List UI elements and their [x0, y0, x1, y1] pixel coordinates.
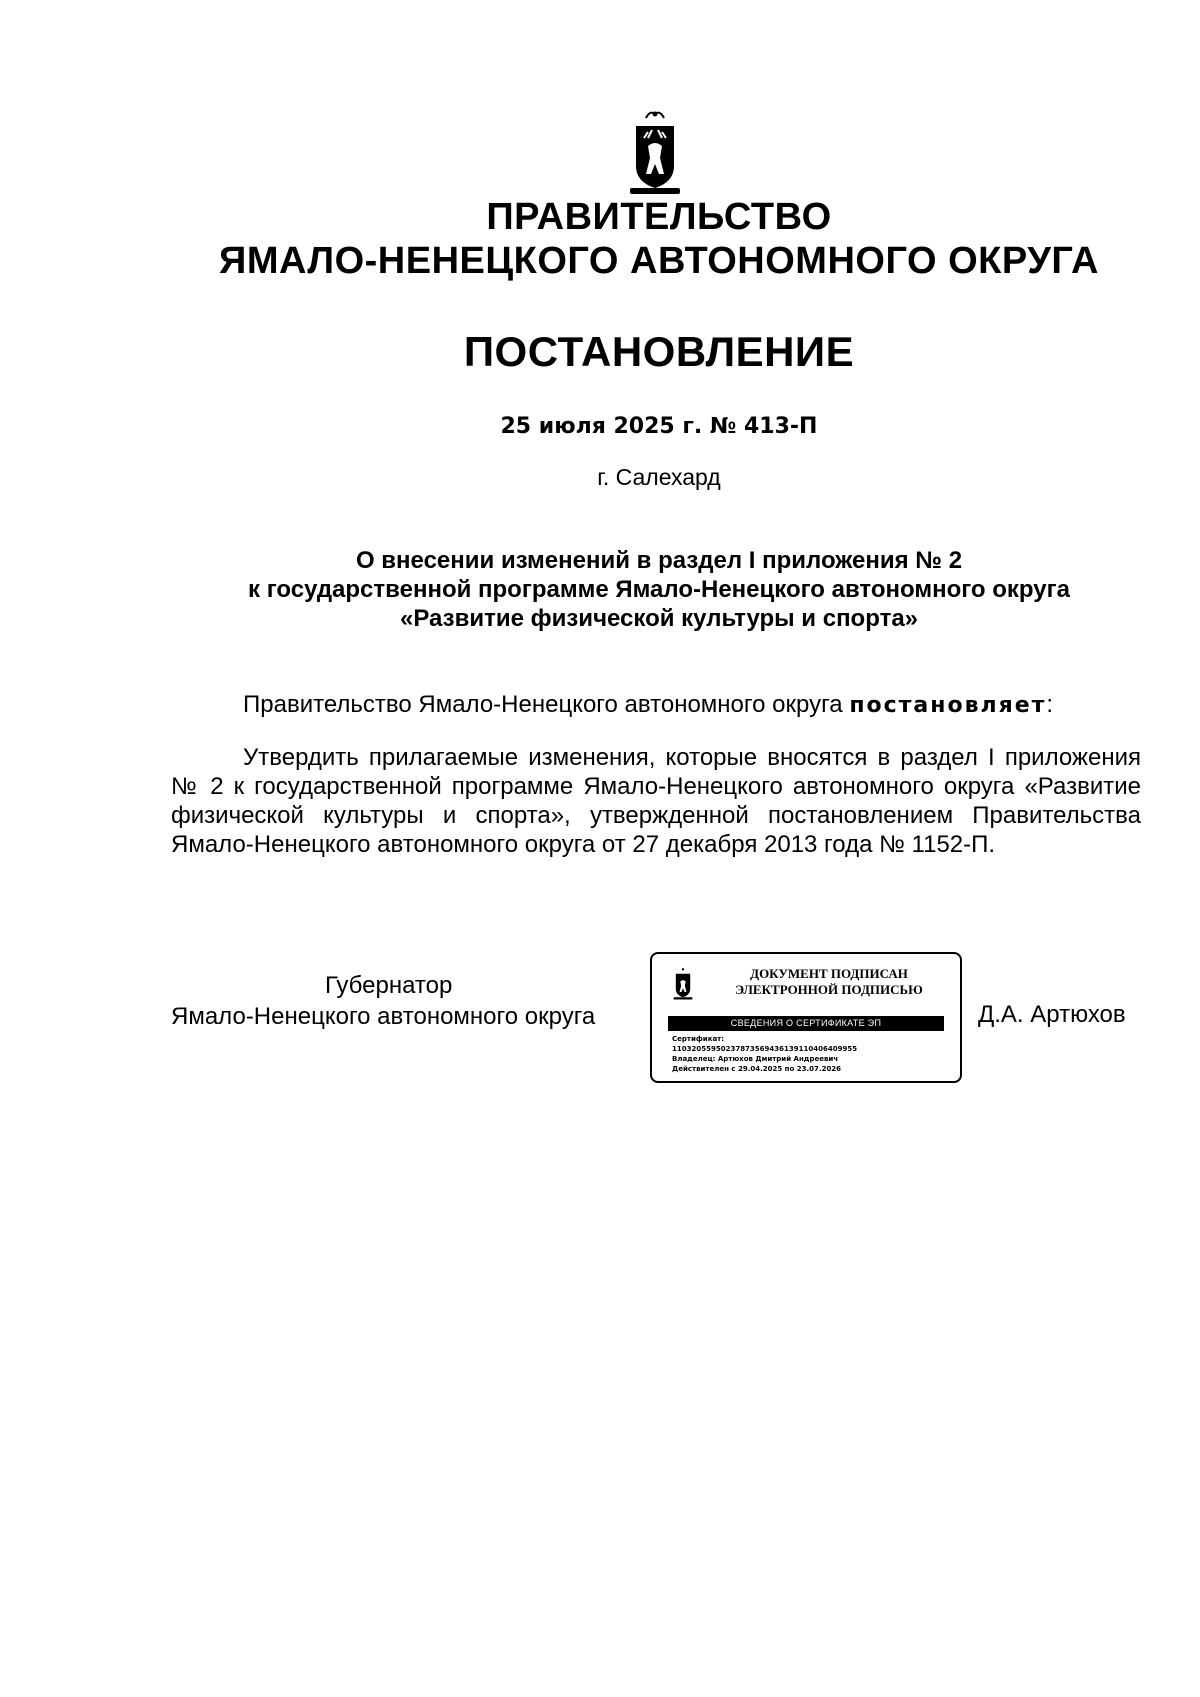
government-title: ПРАВИТЕЛЬСТВО: [486, 196, 832, 238]
document-subject: [190, 546, 1128, 633]
coat-of-arms-icon: [626, 108, 684, 198]
paragraph-text: :: [1046, 691, 1054, 718]
subject-line: О внесении изменений в раздел I приложения № 2: [355, 547, 963, 574]
certificate-details: [672, 1034, 952, 1074]
certificate-owner: Владелец: Артюхов Дмитрий Андреевич: [672, 1055, 839, 1063]
signatory-name: Д.А. Артюхов: [978, 1001, 1126, 1028]
position-title: Губернатор: [325, 972, 453, 999]
document-type: ПОСТАНОВЛЕНИЕ: [463, 328, 855, 375]
stamp-title: [704, 966, 954, 998]
stamp-title-line: ЭЛЕКТРОННОЙ ПОДПИСЬЮ: [735, 982, 923, 997]
position-region: Ямало-Ненецкого автономного округа: [171, 1003, 596, 1030]
signatory-position: [171, 970, 641, 1032]
document-date-number: 25 июля 2025 г. № 413-П: [500, 414, 818, 439]
certificate-label: Сертификат:: [672, 1035, 725, 1043]
document-city: г. Салехард: [597, 464, 721, 490]
resolves-word: постановляет: [849, 693, 1047, 718]
region-title: ЯМАЛО-НЕНЕЦКОГО АВТОНОМНОГО ОКРУГА: [219, 240, 1099, 282]
electronic-signature-stamp: [650, 952, 962, 1083]
coat-of-arms-icon: [672, 966, 694, 1002]
approval-paragraph: Утвердить прилагаемые изменения, которые вносятся в раздел I приложения № 2 к государственной программе Ямало-Ненецкого автономного округа «Развитие физической культуры и спорта», утвержденной постановлением Правительства Ямало-Ненецкого автономного округа от 27 декабря 2013 года № 1152-П.: [171, 744, 1141, 858]
certificate-number: 11032055950237873569436139110406409955: [672, 1045, 858, 1053]
subject-line: к государственной программе Ямало-Ненецкого автономного округа: [248, 576, 1070, 603]
certificate-info-bar: СВЕДЕНИЯ О СЕРТИФИКАТЕ ЭП: [668, 1016, 944, 1031]
resolution-paragraph: [171, 690, 1141, 720]
stamp-title-line: ДОКУМЕНТ ПОДПИСАН: [750, 966, 908, 981]
certificate-validity: Действителен с 29.04.2025 по 23.07.2026: [672, 1065, 842, 1073]
paragraph-text: Правительство Ямало-Ненецкого автономного округа: [243, 691, 850, 718]
subject-line: «Развитие физической культуры и спорта»: [399, 605, 919, 632]
